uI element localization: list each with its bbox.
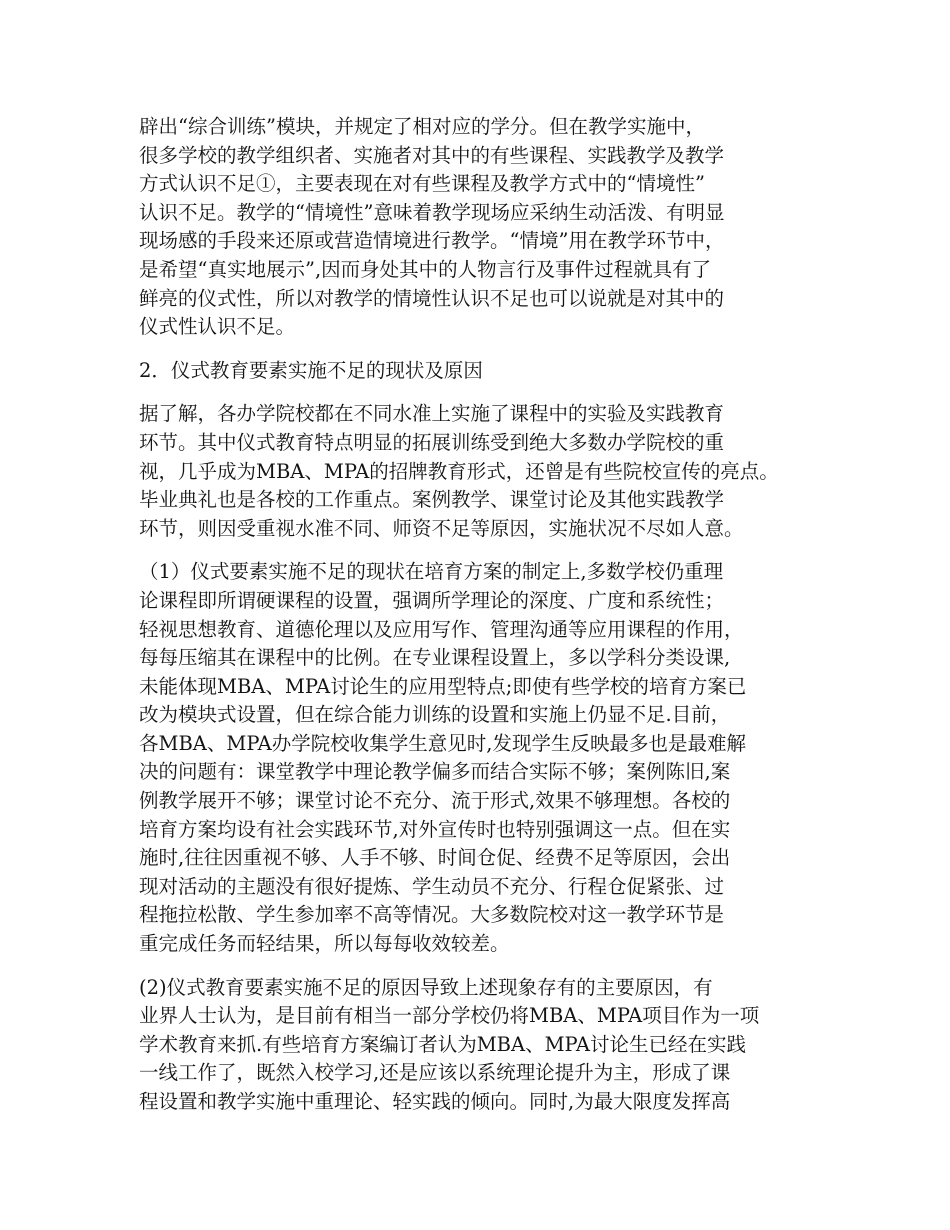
document-body bbox=[139, 113, 819, 1132]
text-line: 认识不足。教学的“情境性”意味着教学现场应采纳生动活泼、有明显 bbox=[139, 200, 725, 224]
text-line: 方式认识不足①，主要表现在对有些课程及教学方式中的“情境性” bbox=[139, 172, 705, 196]
text-line: 仪式性认识不足。 bbox=[139, 315, 296, 339]
text-line: 论课程即所谓硬课程的设置，强调所学理论的深度、广度和系统性； bbox=[139, 588, 725, 612]
text-line: （1）仪式要素实施不足的现状在培育方案的制定上,多数学校仍重理 bbox=[139, 560, 724, 584]
text-line: 例教学展开不够；课堂讨论不充分、流于形式,效果不够理想。各校的 bbox=[139, 789, 731, 813]
text-line: 环节，则因受重视水准不同、师资不足等原因，实施状况不尽如人意。 bbox=[139, 516, 744, 540]
text-line: 重完成任务而轻结果，所以每每收效较差。 bbox=[139, 932, 510, 956]
text-line: 每每压缩其在课程中的比例。在专业课程设置上，多以学科分类设课, bbox=[139, 646, 731, 670]
text-line: 学术教育来抓.有些培育方案编订者认为MBA、MPA讨论生已经在实践 bbox=[139, 1032, 746, 1056]
text-line: 决的问题有：课堂教学中理论教学偏多而结合实际不够；案例陈旧,案 bbox=[139, 760, 731, 784]
text-line: 轻视思想教育、道德伦理以及应用写作、管理沟通等应用课程的作用， bbox=[139, 617, 744, 641]
text-line: 毕业典礼也是各校的工作重点。案例教学、课堂讨论及其他实践教学 bbox=[139, 488, 725, 512]
text-line: 据了解，各办学院校都在不同水准上实施了课程中的实验及实践教育 bbox=[139, 402, 725, 426]
text-line: 现对活动的主题没有很好提炼、学生动员不充分、行程仓促紧张、过 bbox=[139, 874, 725, 898]
text-line: (2)仪式教育要素实施不足的原因导致上述现象存有的主要原因，有 bbox=[139, 975, 713, 999]
paragraph-intro bbox=[139, 113, 819, 342]
text-line: 各MBA、MPA办学院校收集学生意见时,发现学生反映最多也是最难解 bbox=[139, 731, 746, 755]
paragraph-causes bbox=[139, 974, 819, 1117]
section-heading bbox=[139, 357, 819, 386]
text-line: 环节。其中仪式教育特点明显的拓展训练受到绝大多数办学院校的重 bbox=[139, 430, 725, 454]
text-line: 现场感的手段来还原或营造情境进行教学。“情境”用在教学环节中， bbox=[139, 229, 725, 253]
text-line: 未能体现MBA、MPA讨论生的应用型特点;即使有些学校的培育方案已 bbox=[139, 674, 747, 698]
paragraph-status bbox=[139, 400, 819, 543]
paragraph-current-situation bbox=[139, 558, 819, 958]
text-line: 是希望“真实地展示”,因而身处其中的人物言行及事件过程就具有了 bbox=[139, 257, 712, 281]
text-line: 程设置和教学实施中重理论、轻实践的倾向。同时,为最大限度发挥高 bbox=[139, 1090, 731, 1113]
text-line: 视，几乎成为MBA、MPA的招牌教育形式，还曾是有些院校宣传的亮点。 bbox=[139, 459, 779, 483]
text-line: 辟出“综合训练”模块，并规定了相对应的学分。但在教学实施中， bbox=[139, 115, 705, 138]
text-line: 业界人士认为，是目前有相当一部分学校仍将MBA、MPA项目作为一项 bbox=[139, 1004, 760, 1028]
heading-line: 2．仪式教育要素实施不足的现状及原因 bbox=[139, 358, 483, 382]
text-line: 很多学校的教学组织者、实施者对其中的有些课程、实践教学及教学 bbox=[139, 143, 725, 167]
text-line: 改为模块式设置，但在综合能力训练的设置和实施上仍显不足.目前， bbox=[139, 703, 731, 727]
text-line: 鲜亮的仪式性，所以对教学的情境性认识不足也可以说就是对其中的 bbox=[139, 286, 725, 310]
text-line: 一线工作了，既然入校学习,还是应该以系统理论提升为主，形成了课 bbox=[139, 1061, 731, 1085]
text-line: 施时,往往因重视不够、人手不够、时间仓促、经费不足等原因，会出 bbox=[139, 846, 731, 870]
text-line: 培育方案均设有社会实践环节,对外宣传时也特别强调这一点。但在实 bbox=[139, 817, 731, 841]
text-line: 程拖拉松散、学生参加率不高等情况。大多数院校对这一教学环节是 bbox=[139, 903, 725, 927]
